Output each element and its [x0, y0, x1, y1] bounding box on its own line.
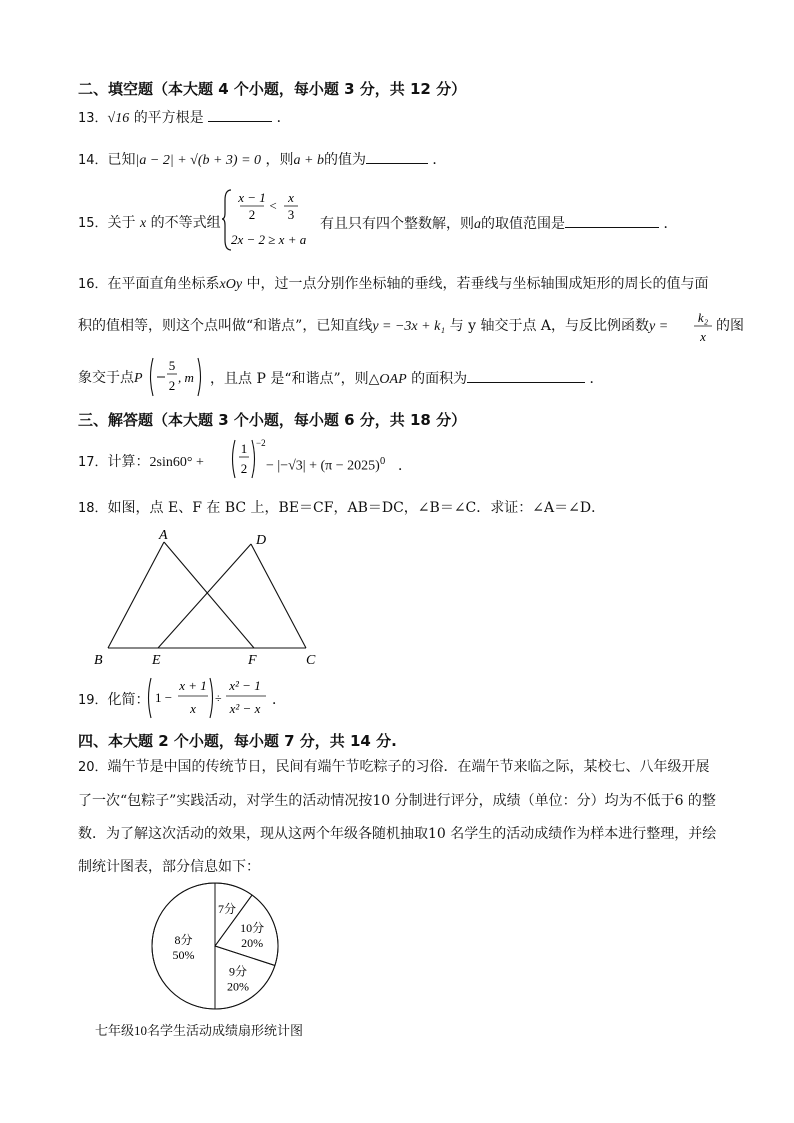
question-19-prefix — [78, 690, 150, 711]
simplify-expression — [146, 674, 270, 724]
pie-slice-percent: 50% — [172, 948, 195, 962]
fraction-numerator: 1 — [240, 441, 248, 456]
question-text: 端午节是中国的传统节日，民间有端午节吃粽子的习俗．在端午节来临之际，某校七、八年级开展 — [107, 759, 710, 775]
question-number: 20． — [78, 760, 108, 775]
pie-slice-percent: 20% — [241, 935, 264, 950]
brace-icon — [222, 190, 231, 250]
answer-blank[interactable] — [467, 368, 585, 383]
exponent: 0 — [379, 457, 386, 467]
question-text: 计算： — [107, 454, 150, 470]
pie-chart — [140, 880, 290, 1012]
fraction-numerator: x² − 1 — [229, 678, 261, 693]
fraction-denominator: 3 — [287, 207, 295, 222]
question-16-line3b — [210, 368, 604, 390]
question-text: ，则 — [265, 152, 294, 168]
question-16-line1 — [78, 274, 709, 295]
answer-blank[interactable] — [366, 149, 428, 164]
fraction-k2-over-x — [692, 308, 714, 346]
pie-slice-label: 8分 — [174, 933, 193, 947]
fraction-numerator: x − 1 — [238, 190, 266, 205]
question-text: 中，过一点分别作坐标轴的垂线，若垂线与坐标轴围成矩形的周长的值与面 — [246, 276, 709, 292]
inequality-system — [222, 186, 318, 252]
question-text: 的平方根是 — [133, 110, 204, 126]
question-number: 19． — [78, 693, 108, 708]
question-text: 积的值相等，则这个点叫做“和谐点”，已知直线 — [78, 318, 373, 334]
fraction-denominator: 2 — [248, 207, 256, 222]
segment-dc — [251, 544, 306, 648]
math-expression: 1 − — [155, 690, 173, 705]
question-16-line2 — [78, 316, 668, 337]
section-four-heading: 四、本大题 2 个小题，每小题 7 分，共 14 分. — [78, 732, 397, 750]
answer-blank[interactable] — [565, 213, 659, 228]
pie-slice-label: 9分 — [228, 964, 247, 979]
question-number: 13． — [78, 111, 108, 126]
question-20-line3: 数．为了解这次活动的效果，现从这两个年级各随机抽取10 名学生的活动成绩作为样本进行整理，并绘 — [78, 826, 717, 842]
math-variable: P — [134, 371, 143, 386]
question-number: 16． — [78, 277, 108, 292]
question-text: 如图，点 E、F 在 BC 上，BE＝CF，AB＝DC，∠B＝∠C．求证：∠A＝∠D． — [107, 500, 606, 516]
question-text: 已知 — [107, 152, 136, 168]
math-expression: − |−√3| + (π − 2025) — [266, 458, 380, 474]
fraction-numerator: 5 — [168, 358, 176, 373]
geometry-figure-18 — [88, 524, 328, 670]
point-label-c: C — [306, 653, 316, 668]
question-15-suffix — [320, 213, 677, 235]
segment-ed — [158, 544, 251, 648]
math-variable: x — [140, 216, 147, 231]
operator: < — [269, 198, 277, 213]
math-expression: |a − 2| + √(b + 3) = 0 — [135, 153, 262, 168]
point-label-a: A — [159, 528, 168, 543]
question-text: 的值为 — [323, 152, 366, 168]
question-text: 的取值范围是 — [481, 216, 565, 232]
point-label-e: E — [152, 653, 161, 668]
half-power-term — [230, 436, 266, 480]
pie-slice-label: 10分 — [240, 920, 265, 935]
question-text: ，且点 P 是“和谐点”，则 — [210, 371, 369, 387]
inequality-2: 2x − 2 ≥ x + a — [231, 232, 307, 247]
question-text: 有且只有四个整数解，则 — [320, 216, 474, 232]
fraction-numerator: x + 1 — [179, 678, 207, 693]
question-text: 象交于点 — [78, 370, 134, 386]
question-number: 18． — [78, 501, 108, 516]
fraction-denominator: x — [190, 701, 196, 716]
question-text: 的不等式组 — [150, 215, 221, 231]
point-label-d: D — [256, 533, 267, 548]
pie-slice-label: 7分 — [218, 901, 237, 916]
operator: ÷ — [215, 691, 222, 705]
question-text: 与 y 轴交于点 A，与反比例函数 — [449, 318, 650, 334]
question-number: 17． — [78, 455, 108, 470]
math-expression: xOy — [219, 277, 243, 292]
question-18 — [78, 498, 605, 519]
question-number: 15． — [78, 216, 108, 231]
question-end: ． — [272, 692, 286, 708]
math-expression: √16 — [107, 111, 130, 126]
question-number: 14． — [78, 153, 108, 168]
point-p-coordinates — [148, 354, 208, 400]
question-20-line2: 了一次“包粽子”实践活动，对学生的活动情况按10 分制进行评分，成绩（单位：分）均为不低于6 的整 — [78, 793, 716, 809]
fraction-denominator: 2 — [168, 378, 176, 393]
question-text: 关于 — [107, 215, 136, 231]
chart-title: 七年级10名学生活动成绩扇形统计图 — [95, 1023, 304, 1038]
math-expression: y = — [649, 319, 669, 334]
question-16-line3a — [78, 368, 143, 389]
question-20-line4: 制统计图表，部分信息如下： — [78, 859, 260, 875]
point-label-b: B — [94, 653, 103, 668]
math-expression: 2sin60° + — [149, 455, 204, 470]
exponent: −2 — [256, 438, 266, 448]
math-variable: , m — [178, 370, 194, 385]
section-solve-heading: 三、解答题（本大题 3 个小题，每小题 6 分，共 18 分） — [78, 411, 467, 429]
question-end: ． — [589, 371, 604, 387]
math-expression: y = −3x + k₁ — [372, 319, 446, 334]
fraction-denominator: 2 — [240, 461, 248, 476]
question-text: 化简： — [107, 692, 150, 708]
question-15-prefix — [78, 213, 221, 234]
question-17-suffix — [266, 452, 412, 477]
question-end: ． — [663, 216, 678, 232]
question-14 — [78, 149, 446, 171]
fraction-denominator: x — [700, 329, 706, 344]
question-13 — [78, 107, 291, 129]
segment-ab — [108, 542, 164, 648]
fraction-numerator: x — [288, 190, 294, 205]
point-label-f: F — [248, 653, 257, 668]
section-fill-heading: 二、填空题（本大题 4 个小题，每小题 3 分，共 12 分） — [78, 80, 467, 98]
question-end: ． — [397, 457, 412, 474]
fraction-denominator: x² − x — [229, 701, 261, 716]
fraction-numerator: k₂ — [697, 310, 709, 325]
math-expression: a + b — [293, 153, 324, 168]
segment-af — [164, 542, 254, 648]
question-text: 的面积为 — [411, 371, 468, 387]
pie-slice-percent: 20% — [226, 979, 249, 994]
question-17-prefix — [78, 452, 204, 473]
answer-blank[interactable] — [208, 107, 272, 122]
question-20-line1 — [78, 757, 710, 778]
math-variable: a — [474, 217, 481, 232]
question-text: 在平面直角坐标系 — [107, 276, 220, 292]
question-end: ． — [276, 110, 291, 126]
question-16-line2-end: 的图 — [716, 318, 744, 334]
question-end: ． — [432, 152, 447, 168]
math-expression: △OAP — [368, 372, 407, 387]
